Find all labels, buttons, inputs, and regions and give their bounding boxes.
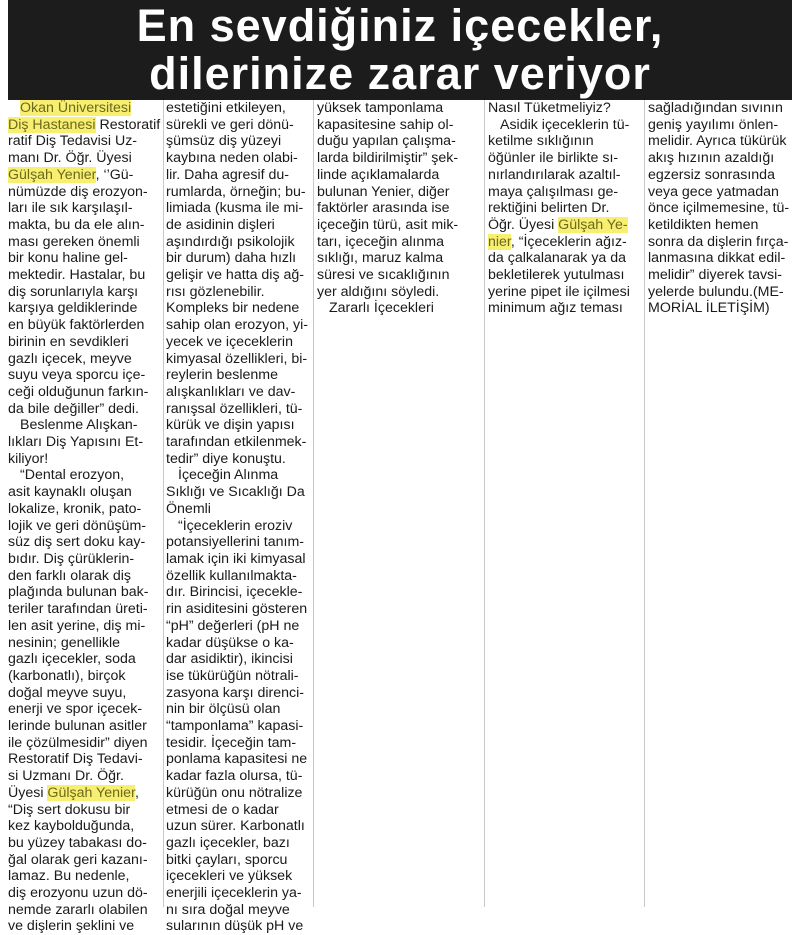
article-line <box>648 184 794 201</box>
article-line <box>488 217 641 234</box>
text-segment: minimum ağız teması <box>488 300 623 317</box>
text-segment: kez kaybolduğunda, <box>8 818 135 835</box>
article-line <box>488 200 641 217</box>
column-divider <box>484 100 485 907</box>
article-line <box>166 835 310 852</box>
text-segment: manı Dr. Öğr. Üyesi <box>8 150 132 167</box>
text-segment: MORİAL İLETİŞİM) <box>648 300 770 317</box>
text-segment: nırlandırılarak azaltıl- <box>488 166 621 183</box>
text-segment: potansiyellerini tanım- <box>166 534 304 551</box>
text-segment: bulunan Yenier, diğer <box>317 183 450 200</box>
article-line <box>166 701 310 718</box>
article-line <box>8 200 160 217</box>
text-segment: tarı, içeceğin alınma <box>317 233 444 250</box>
article-line <box>488 284 641 301</box>
article-line <box>8 584 160 601</box>
article-line <box>8 701 160 718</box>
article-line <box>648 284 794 301</box>
text-segment: , “İçeceklerin ağız- <box>510 233 627 250</box>
article-line <box>8 534 160 551</box>
text-segment: ları ile sık karşılaşıl- <box>8 200 133 217</box>
text-segment: Öğr. Üyesi <box>488 216 559 233</box>
text-segment: mektedir. Hastalar, bu <box>8 267 146 284</box>
article-line <box>166 417 310 434</box>
text-segment: bu yüzey tabakası do- <box>8 834 147 851</box>
article-line <box>8 902 160 919</box>
article-line <box>8 100 160 117</box>
text-segment: nı sıra doğal meyve <box>166 901 290 918</box>
text-segment: bitki çayları, sporcu <box>166 851 288 868</box>
text-segment: kapasitesine sahip ol- <box>317 116 454 133</box>
article-line <box>8 317 160 334</box>
text-segment: , <box>134 784 139 801</box>
text-segment: ponlama kapasitesi ne <box>166 751 308 768</box>
article-line <box>8 351 160 368</box>
article-line <box>166 735 310 752</box>
article-line <box>166 518 310 535</box>
text-segment: lokalize, kronik, pato- <box>8 500 142 517</box>
article-line <box>488 150 641 167</box>
article-line <box>317 117 480 134</box>
text-segment: duğu yapılan çalışma- <box>317 133 456 150</box>
text-segment: bir konu haline gel- <box>8 250 128 267</box>
article-line <box>8 334 160 351</box>
text-segment: yelerde bulundu.(ME- <box>648 283 784 300</box>
text-segment: nemde zararlı olabilen <box>8 901 148 918</box>
text-segment: “Dental erozyon, <box>20 467 125 484</box>
article-line <box>166 250 310 267</box>
article-line <box>648 150 794 167</box>
article-line <box>166 534 310 551</box>
article-line <box>8 802 160 819</box>
article-line <box>8 601 160 618</box>
text-segment: da çalkalanarak ya da <box>488 250 627 267</box>
article-line <box>648 250 794 267</box>
article-line <box>8 885 160 902</box>
article-line <box>8 918 160 935</box>
article-line <box>166 300 310 317</box>
article-line <box>8 818 160 835</box>
article-line <box>8 284 160 301</box>
text-segment: , ‘’Gü- <box>95 166 134 183</box>
column-divider <box>313 100 314 907</box>
article-line <box>166 217 310 234</box>
text-segment: “İçeceklerin eroziv <box>178 517 293 534</box>
text-segment: tedir” diye konuştu. <box>166 450 286 467</box>
article-line <box>166 200 310 217</box>
text-segment: sıklığı, maruz kalma <box>317 250 444 267</box>
column-divider <box>644 100 645 907</box>
text-segment: bıdır. Diş çürüklerin- <box>8 550 135 567</box>
article-line <box>8 551 160 568</box>
text-segment: geniş yayılımı önlen- <box>648 116 779 133</box>
text-segment: lojik ve geri dönüşüm- <box>8 517 146 534</box>
text-segment: Nasıl Tüketmeliyiz? <box>488 100 611 116</box>
text-segment: Asidik içeceklerin tü- <box>500 116 630 133</box>
article-column-2 <box>166 100 310 935</box>
highlighted-name: Okan Üniversitesi <box>20 100 132 116</box>
text-segment: önce içilmemesine, tü- <box>648 200 790 217</box>
highlighted-name: nier <box>488 233 511 250</box>
article-line <box>648 133 794 150</box>
text-segment: özellik kullanılmakta- <box>166 567 297 584</box>
headline <box>8 0 792 100</box>
article-line <box>8 401 160 418</box>
article-line <box>8 117 160 134</box>
highlighted-name: Gülşah Yenier <box>8 166 96 183</box>
text-segment: gazlı içecekler, bazı <box>166 834 290 851</box>
text-segment: rin asiditesini gösteren <box>166 601 308 618</box>
article-line <box>166 384 310 401</box>
article-line <box>166 317 310 334</box>
article-line <box>166 601 310 618</box>
text-segment: lamak için iki kimyasal <box>166 550 306 567</box>
article-line <box>648 100 794 117</box>
text-segment: sürekli ve geri dönü- <box>166 116 294 133</box>
article-line <box>166 852 310 869</box>
highlighted-name: Gülşah Yenier <box>47 784 135 801</box>
text-segment: gazlı içecek, meyve <box>8 350 132 367</box>
text-segment: de asidinin dişleri <box>166 216 275 233</box>
article-column-4 <box>488 100 641 907</box>
text-segment: melidir. Ayrıca tükürük <box>648 133 787 150</box>
column-divider <box>163 100 164 907</box>
article-line <box>166 367 310 384</box>
article-line <box>488 184 641 201</box>
text-segment: içeceğin türü, asit mik- <box>317 216 459 233</box>
text-segment: “tamponlama” kapasi- <box>166 718 304 735</box>
text-segment: Restoratif <box>95 116 161 133</box>
text-segment: şümsüz diş yüzeyi <box>166 133 282 150</box>
article-line <box>488 250 641 267</box>
article-line <box>166 568 310 585</box>
text-segment: sağladığından sıvının <box>648 100 783 116</box>
article-line <box>166 651 310 668</box>
article-line <box>488 133 641 150</box>
article-line <box>166 718 310 735</box>
text-segment: veya gece yatmadan <box>648 183 779 200</box>
article-line <box>8 434 160 451</box>
text-segment: sahip olan erozyon, yi- <box>166 317 308 334</box>
article-line <box>166 818 310 835</box>
text-segment: ğal olarak geri kazanı- <box>8 851 148 868</box>
article-line <box>166 768 310 785</box>
text-segment: kürüğün onu nötralize <box>166 784 303 801</box>
article-line <box>166 635 310 652</box>
text-segment: sonra da dişlerin fırça- <box>648 233 789 250</box>
highlighted-name: Gülşah Ye- <box>558 216 628 233</box>
text-segment: yerine pipet ile içilmesi <box>488 283 630 300</box>
text-segment: rektiğini belirten Dr. <box>488 200 610 217</box>
text-segment: bekletilerek yutulması <box>488 267 625 284</box>
text-segment: en büyük faktörlerden <box>8 317 145 334</box>
article-line <box>8 718 160 735</box>
article-line <box>166 685 310 702</box>
text-segment: alışkanlıkları ve dav- <box>166 383 296 400</box>
article-line <box>166 802 310 819</box>
article-line <box>166 100 310 117</box>
text-segment: si Uzmanı Dr. Öğr. <box>8 768 124 785</box>
article-line <box>317 284 480 301</box>
article-line <box>8 234 160 251</box>
text-segment: limiada (kusma ile mi- <box>166 200 304 217</box>
text-segment: diş erozyonu uzun dö- <box>8 885 148 902</box>
text-segment: makta, bu da ele alın- <box>8 216 145 233</box>
article-line <box>8 768 160 785</box>
text-segment: linde açıklamalarda <box>317 166 440 183</box>
article-line <box>8 250 160 267</box>
article-line <box>488 234 641 251</box>
text-segment: birinin en sevdikleri <box>8 333 129 350</box>
text-segment: öğünler ile birlikte sı- <box>488 150 619 167</box>
text-segment: süz diş sert doku kay- <box>8 534 146 551</box>
article-line <box>317 167 480 184</box>
text-segment: suyu veya sporcu içe- <box>8 367 146 384</box>
text-segment: (karbonatlı), birçok <box>8 667 126 684</box>
text-segment: len asit yerine, diş mi- <box>8 617 146 634</box>
article-line <box>8 367 160 384</box>
article-line <box>8 651 160 668</box>
text-segment: reylerin beslenme <box>166 367 278 384</box>
article-line <box>8 735 160 752</box>
text-segment: yer aldığını söyledi. <box>317 283 440 300</box>
article-line <box>8 785 160 802</box>
article-line <box>317 300 480 317</box>
article-line <box>8 267 160 284</box>
text-segment: kadar fazla olursa, tü- <box>166 768 303 785</box>
article-line <box>8 467 160 484</box>
article-line <box>8 300 160 317</box>
article-line <box>648 234 794 251</box>
article-line <box>648 267 794 284</box>
article-line <box>166 467 310 484</box>
article-line <box>317 100 480 117</box>
article-line <box>8 835 160 852</box>
article-line <box>317 133 480 150</box>
article-line <box>8 751 160 768</box>
article-line <box>8 852 160 869</box>
text-segment: kürük ve dişin yapısı <box>166 417 295 434</box>
text-segment: kaybına neden olabi- <box>166 150 298 167</box>
article-line <box>166 484 310 501</box>
text-segment: süresi ve sıcaklığının <box>317 267 450 284</box>
text-segment: rumlarda, örneğin; bu- <box>166 183 306 200</box>
article-line <box>166 150 310 167</box>
text-segment: enerji ve spor içecek- <box>8 701 143 718</box>
article-line <box>166 434 310 451</box>
article-line <box>317 200 480 217</box>
article-line <box>317 184 480 201</box>
article-line <box>166 885 310 902</box>
article-line <box>166 902 310 919</box>
article-line <box>8 868 160 885</box>
text-segment: nin bir ölçüsü olan <box>166 701 281 718</box>
article-line <box>166 401 310 418</box>
text-segment: lir. Daha agresif du- <box>166 166 290 183</box>
text-segment: tarafından etkilenmek- <box>166 434 307 451</box>
text-segment: İçeceğin Alınma <box>178 467 279 484</box>
article-line <box>166 785 310 802</box>
article-column-1 <box>8 100 161 935</box>
text-segment: dar asidiktir), ikincisi <box>166 651 293 668</box>
article-line <box>166 584 310 601</box>
text-segment: Sıklığı ve Sıcaklığı Da <box>166 484 305 501</box>
text-segment: asit kaynaklı oluşan <box>8 484 132 501</box>
text-segment: sularının düşük pH ve <box>166 918 304 935</box>
text-segment: yüksek tamponlama <box>317 100 444 116</box>
text-segment: lanmasına dikkat edil- <box>648 250 786 267</box>
text-segment: “pH” değerleri (pH ne <box>166 617 300 634</box>
text-segment: ranışsal özellikleri, tü- <box>166 400 303 417</box>
article-line <box>166 234 310 251</box>
article-line <box>488 300 641 317</box>
article-line <box>8 518 160 535</box>
text-segment: uzun sürer. Karbonatlı <box>166 818 305 835</box>
text-segment: kadar düşükse o ka- <box>166 634 294 651</box>
text-segment: zasyona karşı direnci- <box>166 684 304 701</box>
headline-line-1: En sevdiğiniz içecekler, <box>136 0 664 51</box>
article-line <box>166 133 310 150</box>
text-segment: içecekleri ve yüksek <box>166 868 293 885</box>
text-segment: Üyesi <box>8 784 48 801</box>
article-column-5 <box>648 100 794 907</box>
article-line <box>166 918 310 935</box>
article-line <box>488 100 641 117</box>
article-line <box>8 217 160 234</box>
article-line <box>8 685 160 702</box>
text-segment: ketilme sıklığının <box>488 133 594 150</box>
article-line <box>648 300 794 317</box>
text-segment: ise tükürüğün nötrali- <box>166 667 299 684</box>
text-segment: nesinin; genellikle <box>8 634 120 651</box>
text-segment: Beslenme Alışkan- <box>20 417 138 434</box>
article-line <box>317 250 480 267</box>
text-segment: maya çalışılması ge- <box>488 183 619 200</box>
text-segment: da bile değiller” dedi. <box>8 400 139 417</box>
text-segment: den farklı olarak diş <box>8 567 132 584</box>
article-line <box>8 384 160 401</box>
article-line <box>648 167 794 184</box>
article-line <box>488 117 641 134</box>
text-segment: gelişir ve hatta diş ağ- <box>166 267 305 284</box>
text-segment: Restoratif Diş Tedavi- <box>8 751 143 768</box>
article-line <box>166 184 310 201</box>
text-segment: ması gereken önemli <box>8 233 140 250</box>
text-segment: “Diş sert dokusu bir <box>8 801 131 818</box>
article-line <box>488 267 641 284</box>
article-line <box>648 217 794 234</box>
article-line <box>166 551 310 568</box>
text-segment: ile çözülmesidir” diyen <box>8 734 148 751</box>
highlighted-name: Diş Hastanesi <box>8 116 96 133</box>
text-segment: faktörler arasında ise <box>317 200 450 217</box>
article-line <box>8 568 160 585</box>
article-line <box>8 635 160 652</box>
text-segment: aşındırdığı psikolojik <box>166 233 295 250</box>
article-line <box>8 417 160 434</box>
article-line <box>166 284 310 301</box>
article-line <box>8 167 160 184</box>
article-line <box>317 150 480 167</box>
text-segment: tesidir. İçeceğin tam- <box>166 734 297 751</box>
article-line <box>648 117 794 134</box>
text-segment: akış hızının azaldığı <box>648 150 775 167</box>
text-segment: ratif Diş Tedavisi Uz- <box>8 133 138 150</box>
article-line <box>166 351 310 368</box>
article-line <box>166 451 310 468</box>
text-segment: yecek ve içeceklerin <box>166 333 293 350</box>
article-line <box>166 868 310 885</box>
text-segment: etmesi de o kadar <box>166 801 279 818</box>
text-segment: lamaz. Bu nedenle, <box>8 868 130 885</box>
article-line <box>8 501 160 518</box>
article-line <box>8 184 160 201</box>
article-line <box>648 200 794 217</box>
article-line <box>166 618 310 635</box>
text-segment: rısı gözlenebilir. <box>166 283 265 300</box>
text-segment: lerinde bulunan asitler <box>8 718 147 735</box>
article-line <box>166 117 310 134</box>
article-line <box>317 267 480 284</box>
text-segment: lıkları Diş Yapısını Et- <box>8 434 144 451</box>
article-line <box>166 668 310 685</box>
headline-line-2: dilerinize zarar veriyor <box>149 48 651 99</box>
text-segment: melidir” diyerek tavsi- <box>648 267 783 284</box>
article-line <box>8 484 160 501</box>
article-line <box>166 167 310 184</box>
text-segment: plağında bulunan bak- <box>8 584 149 601</box>
text-segment: Kompleks bir nedene <box>166 300 300 317</box>
article-column-3 <box>317 100 480 907</box>
text-segment: enerjili içeceklerin ya- <box>166 885 302 902</box>
article-line <box>166 334 310 351</box>
article-line <box>8 668 160 685</box>
article-line <box>8 618 160 635</box>
text-segment: ceği olduğunun farkın- <box>8 383 149 400</box>
text-segment: diş sorunlarıyla karşı <box>8 283 139 300</box>
article-line <box>166 267 310 284</box>
text-segment: Zararlı İçecekleri <box>329 300 434 317</box>
text-segment: dır. Birincisi, içecekle- <box>166 584 303 601</box>
text-segment: Önemli <box>166 500 211 517</box>
text-segment: gazlı içecekler, soda <box>8 651 136 668</box>
article-line <box>8 133 160 150</box>
text-segment: kimyasal özellikleri, bi- <box>166 350 308 367</box>
text-segment: ketildikten hemen <box>648 216 759 233</box>
article-line <box>8 451 160 468</box>
text-segment: estetiğini etkileyen, <box>166 100 286 116</box>
text-segment: teriler tarafından üreti- <box>8 601 148 618</box>
text-segment: larda bildirilmiştir” şek- <box>317 150 459 167</box>
article-line <box>166 751 310 768</box>
text-segment: egzersiz sonrasında <box>648 166 775 183</box>
article-line <box>8 150 160 167</box>
article-line <box>166 501 310 518</box>
text-segment: kiliyor! <box>8 450 49 467</box>
text-segment: ve dişlerin şeklini ve <box>8 918 135 935</box>
article-line <box>488 167 641 184</box>
text-segment: doğal meyve suyu, <box>8 684 127 701</box>
text-segment: karşıya geldiklerinde <box>8 300 138 317</box>
text-segment: nümüzde diş erozyon- <box>8 183 148 200</box>
article-line <box>317 234 480 251</box>
text-segment: bir durum) daha hızlı <box>166 250 297 267</box>
article-line <box>317 217 480 234</box>
